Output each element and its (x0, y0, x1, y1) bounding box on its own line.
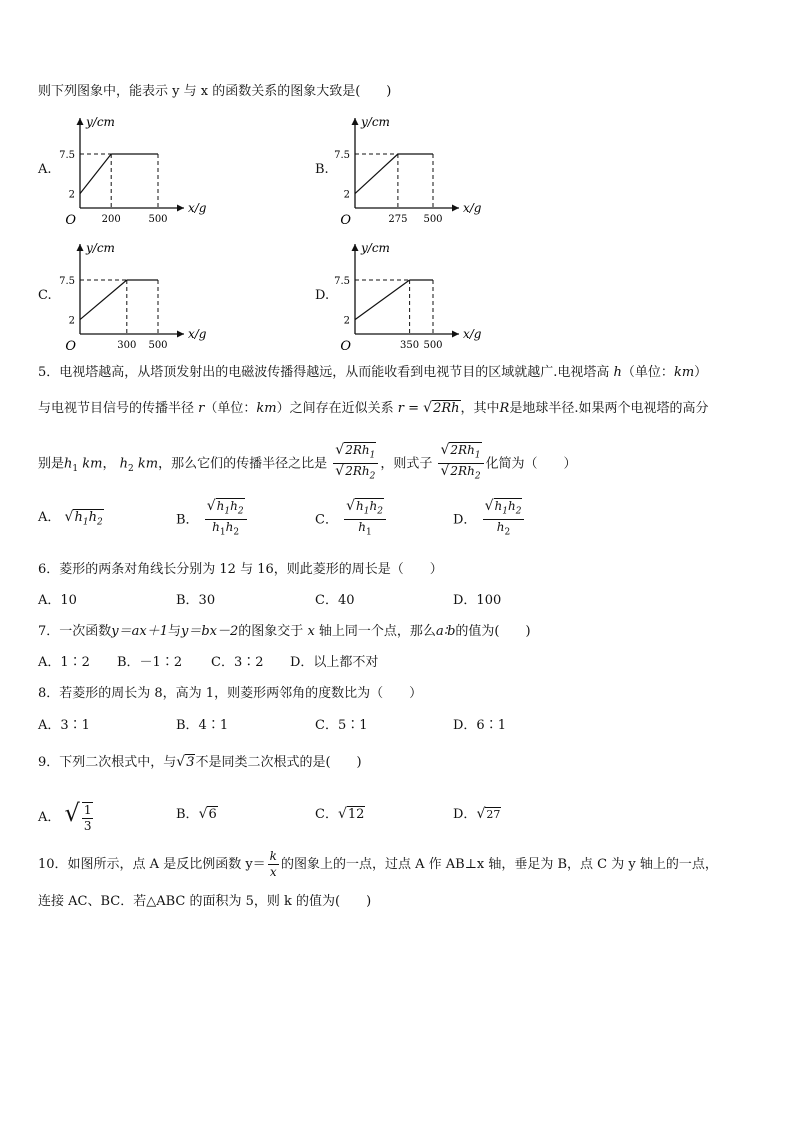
q10-stem-a: 10．如图所示，点 A 是反比例函数 y＝ (38, 857, 266, 872)
q7-ab: a∶b (435, 624, 456, 639)
q5-line3b: ， (102, 456, 116, 472)
graph-b-x-arrow-icon (452, 205, 459, 212)
q5-opt-a-h2: h (88, 510, 97, 525)
q9-opt-a-num: 1 (83, 802, 92, 817)
graph-a-origin-label: O (65, 213, 76, 228)
q5-ratio-den-sub: 2 (369, 471, 376, 482)
q9-opt-b-radicand: 6 (208, 807, 217, 822)
q4-option-a-label: A. (38, 162, 52, 177)
graph-a-x-arrow-icon (177, 205, 184, 212)
q5-opt-c-s2: 2 (377, 506, 383, 517)
q7-option-b: B．－1∶2 (117, 655, 183, 670)
q4-option-c-label: C. (38, 288, 52, 303)
q9-opt-c-radicand: 12 (347, 807, 365, 822)
graph-b-y-arrow-icon (352, 118, 359, 125)
q5-option-c: C． $\frac{√h_1h_2}{h_1}$ (315, 499, 388, 541)
graph-b-origin-label: O (340, 213, 351, 228)
q5-opt-c-den: h (358, 520, 367, 535)
q5-opt-a-sub1: 1 (82, 517, 89, 528)
q8-option-b: B．4∶1 (176, 718, 229, 733)
q5-expr-fraction: $\frac{√2Rh_1}{√2Rh_2}$ (438, 443, 483, 485)
graph-c-y-tick-2: 2 (68, 315, 75, 327)
q4-graph-a-svg (58, 110, 218, 228)
graph-a-x-tick-end: 500 (148, 214, 168, 225)
q5-line3c: ，那么它们的传播半径之比是 (158, 456, 328, 472)
q6-option-c: C．40 (315, 593, 355, 608)
q5-h2: h (119, 456, 129, 472)
graph-b-x-tick-end: 500 (423, 214, 443, 225)
graph-b-x-axis-label: x/g (463, 201, 482, 215)
q9-option-b-label: B． (176, 807, 199, 822)
graph-a-rising-segment (80, 154, 111, 194)
q8-option-c: C．5∶1 (315, 718, 368, 733)
q10-line1 (38, 848, 718, 882)
q7-stem-c: 的图象交于 (238, 624, 304, 639)
q10-x: x (269, 865, 277, 879)
q5-opt-b-den-s1: 1 (219, 527, 226, 538)
graph-c-rising-segment (80, 280, 127, 320)
q5-option-a-label: A． (38, 510, 61, 525)
q5-line2a: 与电视节目信号的传播半径 (38, 401, 195, 416)
q4-graph-c-svg (58, 236, 218, 354)
q8-stem: 8．若菱形的周长为 8，高为 1，则菱形两邻角的度数比为（ ） (38, 686, 423, 701)
q4-graph-c (58, 236, 218, 354)
q5-unit-label: （单位： (621, 365, 674, 380)
q5-opt-c-h1: h (356, 499, 364, 513)
q5-close: ） (694, 365, 708, 380)
q5-expr-num-sub: 1 (474, 450, 481, 461)
graph-d-x-tick-end: 500 (423, 340, 443, 351)
q6-stem: 6．菱形的两条对角线长分别为 12 与 16，则此菱形的周长是（ ） (38, 562, 443, 577)
q10-k: k (269, 849, 277, 863)
graph-a-y-axis-label: y/cm (86, 115, 115, 129)
q5-opt-d-den: h (496, 520, 505, 535)
q5-option-a: A． $√h_1h_2$ (38, 509, 103, 528)
graph-d-x-axis-label: x/g (463, 327, 482, 341)
q5-opt-d-h2: h (507, 499, 516, 513)
q9-option-c: C．√12 (315, 806, 365, 822)
q4-graph-b (333, 110, 493, 228)
q7-option-d: D．以上都不对 (290, 655, 379, 670)
q5-h1: h (64, 456, 73, 472)
q10-line2: 连接 AC、BC．若△ABC 的面积为 5，则 k 的值为( ) (38, 894, 372, 909)
q5-expr-den: 2Rh (450, 464, 475, 479)
graph-c-x-tick-end: 500 (148, 340, 168, 351)
q9-stem-b: 不是同类二次根式的是( ) (195, 755, 362, 770)
graph-b-y-tick-7-5: 7.5 (334, 150, 350, 161)
q5-opt-a-h1: h (74, 510, 83, 525)
graph-b-rising-segment (355, 154, 398, 194)
q5-option-d-label: D． (453, 512, 477, 528)
graph-a-x-axis-label: x/g (188, 201, 207, 215)
q5-option-b-label: B． (176, 512, 199, 528)
q9-stem-a: 9．下列二次根式中，与 (38, 755, 177, 770)
q5-line2b: （单位： (204, 401, 257, 416)
q4-graph-b-svg (333, 110, 493, 228)
graph-d-y-arrow-icon (352, 244, 359, 251)
graph-d-rising-segment (355, 280, 410, 320)
q5-line2e: 是地球半径.如果两个电视塔的高分 (509, 401, 709, 416)
q9-stem: 9．下列二次根式中，与√3不是同类二次根式的是( ) (38, 754, 362, 770)
q5-option-c-label: C． (315, 512, 338, 528)
q5-line2d: ，其中 (460, 401, 500, 416)
q5-opt-b-den-h1: h (212, 520, 220, 535)
q5-line3e: 化简为（ ） (485, 456, 577, 472)
q5-formula-radicand: 2Rh (433, 401, 460, 416)
q7-stem-d: 轴上同一个点，那么 (318, 624, 436, 639)
q6-option-a: A．10 (38, 593, 77, 608)
q9-option-a-label: A． (38, 810, 61, 825)
graph-d-origin-label: O (340, 339, 351, 354)
graph-d-y-tick-2: 2 (343, 315, 350, 327)
q7-stem-b: 与 (167, 624, 181, 639)
q5-opt-b-den-s2: 2 (233, 527, 240, 538)
q5-opt-a-sub2: 2 (96, 517, 103, 528)
graph-d-x-tick-break: 350 (400, 340, 420, 351)
q5-opt-b-s1: 1 (224, 506, 231, 517)
q7-stem-e: 的值为( ) (455, 624, 531, 639)
graph-d-y-tick-7-5: 7.5 (334, 276, 350, 287)
q9-opt-a-den: 3 (83, 818, 92, 833)
graph-a-y-tick-2: 2 (68, 189, 75, 201)
q9-option-c-label: C． (315, 807, 338, 822)
q8-option-d: D．6∶1 (453, 718, 506, 733)
q5-line3 (38, 443, 577, 486)
graph-b-y-axis-label: y/cm (361, 115, 390, 129)
q7-eq1: y＝ax＋1 (111, 624, 168, 639)
q5-opt-d-s1: 1 (502, 506, 508, 517)
q9-opt-d-radicand: 27 (486, 808, 501, 821)
graph-a-x-tick-break: 200 (101, 214, 121, 225)
q9-option-a: A． √ $\frac{1}{3}$ (38, 799, 92, 833)
graph-b-y-tick-2: 2 (343, 189, 350, 201)
q5-formula-sqrt: √2Rh (423, 400, 460, 416)
q7-stem (38, 623, 531, 641)
q5-opt-c-den-s1: 1 (366, 527, 372, 538)
q4-graph-a (58, 110, 218, 228)
q10-stem-b: 的图象上的一点，过点 A 作 AB⊥x 轴，垂足为 B，点 C 为 y 轴上的一点， (280, 857, 718, 872)
q4-option-d-label: D. (315, 288, 330, 303)
q5-R: R (499, 401, 510, 416)
graph-c-y-arrow-icon (77, 244, 84, 251)
q4-stem: 则下列图象中，能表示 y 与 x 的函数关系的图象大致是( ) (38, 84, 392, 99)
q5-line3d: ，则式子 (380, 456, 433, 472)
q7-eq2: y＝bx－2 (181, 624, 239, 639)
graph-d-y-axis-label: y/cm (361, 241, 390, 255)
graph-c-y-tick-7-5: 7.5 (59, 276, 75, 287)
q5-opt-d-h1: h (494, 499, 503, 513)
q5-opt-b-h1: h (216, 499, 225, 513)
graph-a-y-tick-7-5: 7.5 (59, 150, 75, 161)
q5-ratio-den: 2Rh (345, 464, 370, 479)
q5-line2 (38, 399, 708, 418)
q4-graph-d-svg (333, 236, 493, 354)
q5-opt-c-s1: 1 (363, 506, 370, 517)
q5-ratio-fraction: $\frac{√2Rh_1}{√2Rh_2}$ (333, 443, 378, 485)
graph-d-x-arrow-icon (452, 331, 459, 338)
q5-line2c: ）之间存在近似关系 (276, 401, 394, 416)
q5-ratio-num-sub: 1 (369, 450, 376, 461)
graph-a-y-arrow-icon (77, 118, 84, 125)
q9-option-d: D．√27 (453, 806, 501, 822)
graph-c-origin-label: O (65, 339, 76, 354)
q4-option-b-label: B. (315, 162, 329, 177)
q5-line3a: 别是 (38, 456, 65, 472)
q5-line1-text: 5．电视塔越高，从塔顶发射出的电磁波传播得越远，从而能收看到电视节目的区域就越广.电视塔高 (38, 365, 610, 380)
q5-option-d: D． $\frac{√h_1h_2}{h_2}$ (453, 499, 526, 541)
q5-formula-r: r = (397, 401, 420, 416)
q5-expr-num: 2Rh (450, 443, 475, 457)
q5-km-2: km (256, 401, 277, 416)
q7-stem-a: 7．一次函数 (38, 624, 112, 639)
q5-ratio-num: 2Rh (345, 443, 370, 457)
q5-km-4: km (137, 456, 159, 472)
graph-c-x-axis-label: x/g (188, 327, 207, 341)
q5-r: r (198, 401, 205, 416)
q5-line1 (38, 364, 707, 382)
q9-option-d-label: D． (453, 807, 477, 822)
q8-option-a: A．3∶1 (38, 718, 90, 733)
q5-option-b: B． $\frac{√h_1h_2}{h_1h_2}$ (176, 499, 249, 541)
q5-opt-b-den-h2: h (225, 520, 234, 535)
q5-km-3: km (82, 456, 103, 472)
q5-opt-b-h2: h (230, 499, 238, 513)
q5-opt-b-s2: 2 (237, 506, 244, 517)
q7-option-c: C．3∶2 (211, 655, 264, 670)
q5-opt-d-den-s2: 2 (504, 527, 511, 538)
q5-h2-sub: 2 (128, 463, 134, 474)
q5-opt-c-h2: h (369, 499, 378, 513)
q7-x: x (307, 624, 315, 639)
q9-option-b: B．√6 (176, 806, 217, 822)
q5-h: h (613, 365, 622, 380)
q4-graph-d (333, 236, 493, 354)
q7-option-a: A．1∶2 (38, 655, 90, 670)
q5-km: km (673, 365, 695, 380)
q5-opt-d-s2: 2 (515, 506, 522, 517)
q5-expr-den-sub: 2 (474, 471, 481, 482)
graph-b-x-tick-break: 275 (388, 214, 408, 225)
q9-rad3: 3 (186, 755, 195, 770)
q6-option-d: D．100 (453, 593, 502, 608)
q6-option-b: B．30 (176, 593, 216, 608)
graph-c-x-tick-break: 300 (117, 340, 137, 351)
q5-h1-sub: 1 (72, 463, 79, 474)
graph-c-y-axis-label: y/cm (86, 241, 115, 255)
graph-c-x-arrow-icon (177, 331, 184, 338)
